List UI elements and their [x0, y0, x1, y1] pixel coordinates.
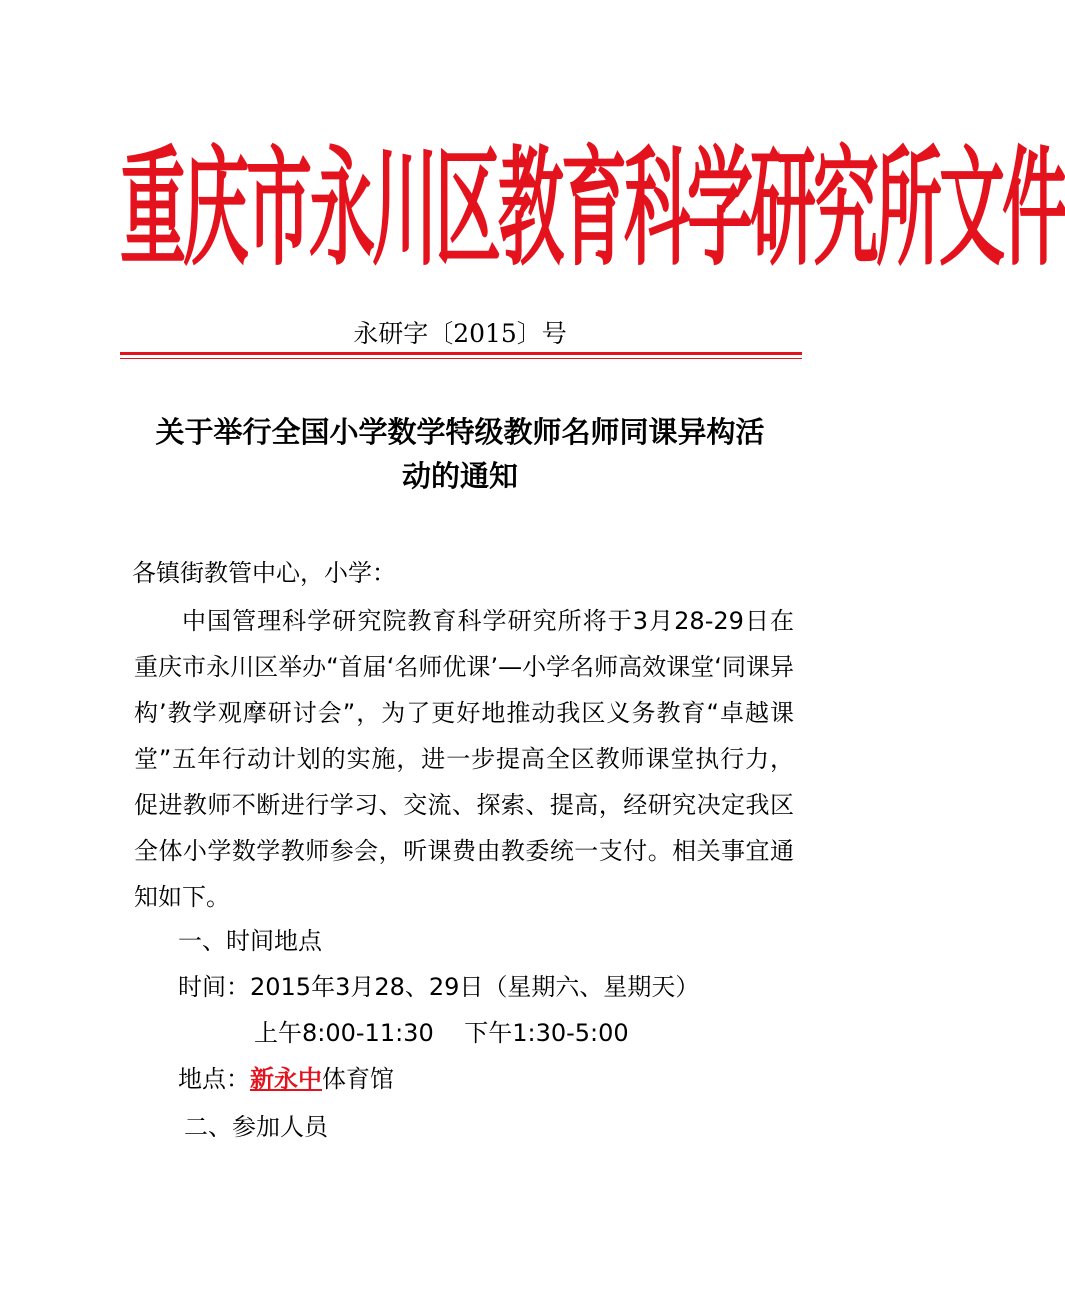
- header-rule-thick: [120, 352, 802, 355]
- body-paragraph: 中国管理科学研究院教育科学研究所将于3月28-29日在重庆市永川区举办“首届‘名师优课’—小学名师高效课堂‘同课异构’教学观摩研讨会”，为了更好地推动我区义务教育“卓越课堂”五年行动计划的实施，进一步提高全区教师课堂执行力，促进教师不断进行学习、交流、探索、提高，经研究决定我区全体小学数学教师参会，听课费由教委统一支付。相关事宜通知如下。: [134, 607, 794, 911]
- addressee: 各镇街教管中心，小学：: [132, 559, 396, 587]
- document-number: 永研字〔2015〕号: [353, 319, 567, 348]
- notice-title-line-2: 动的通知: [401, 459, 518, 493]
- notice-title: [120, 410, 800, 498]
- place-label: 地点：: [178, 1065, 250, 1093]
- place-rest: 体育馆: [322, 1065, 394, 1093]
- time-slots: 上午8:00-11:30 下午1:30-5:00: [254, 1019, 629, 1047]
- place-line: [178, 1056, 394, 1102]
- time-line: 时间：2015年3月28、29日（星期六、星期天）: [178, 973, 700, 1001]
- section-2-heading: 二、参加人员: [184, 1113, 328, 1141]
- org-header-title: 重庆市永川区教育科学研究所文件: [120, 133, 1065, 285]
- notice-title-line-1: 关于举行全国小学数学特级教师名师同课异构活: [155, 415, 765, 449]
- section-1-heading: 一、时间地点: [178, 927, 322, 955]
- header-rule-thin: [120, 358, 802, 359]
- place-highlight: 新永中: [250, 1065, 322, 1093]
